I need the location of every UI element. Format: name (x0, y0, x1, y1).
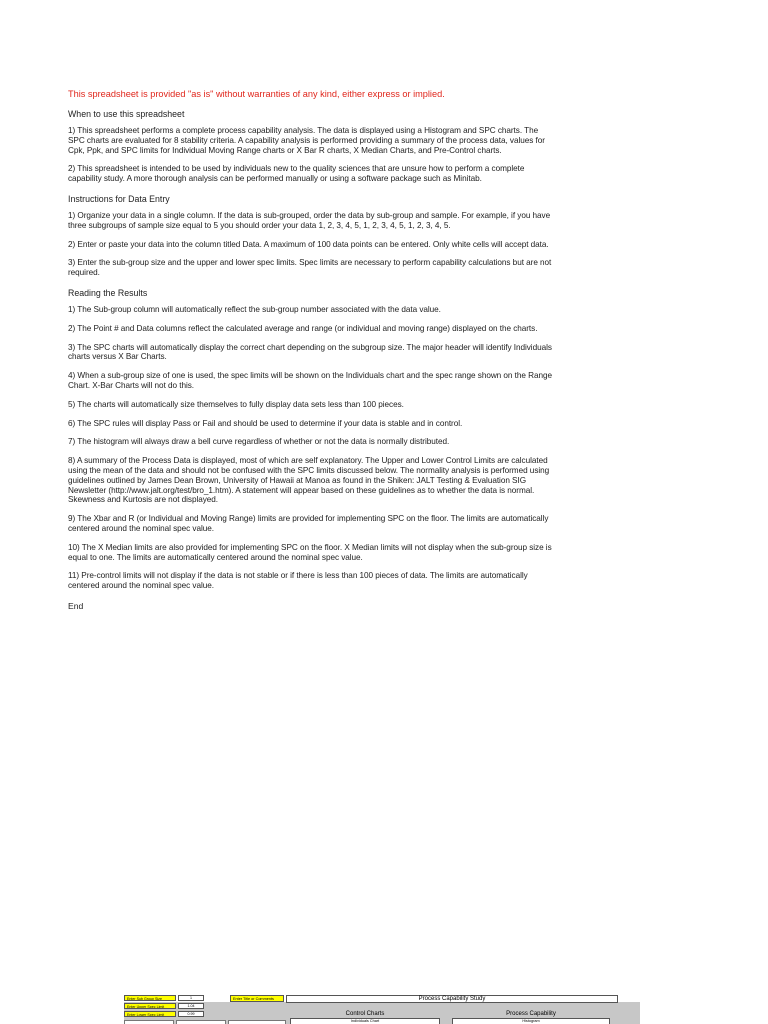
individuals-chart-panel (290, 1018, 440, 1024)
paragraph: 6) The SPC rules will display Pass or Fail and should be used to determine if your data is stable and in control. (68, 418, 463, 428)
section-reading-results (68, 287, 554, 591)
paragraph: 2) Enter or paste your data into the column titled Data. A maximum of 100 data points can be entered. Only white cells will accept data. (68, 239, 549, 249)
paragraph: 2) This spreadsheet is intended to be used by individuals new to the quality sciences that are unsure how to perform a complete capability study. A more thorough analysis can be performed manually or using a software package such as Minitab. (68, 164, 525, 184)
lower-spec-input[interactable]: 0.99 (178, 1011, 204, 1017)
histogram-title: Histogram (522, 1019, 540, 1023)
paragraph: 1) The Sub-group column will automatically reflect the sub-group number associated with the data value. (68, 304, 441, 314)
data-cell[interactable] (228, 1020, 286, 1024)
paragraph: 7) The histogram will always draw a bell curve regardless of whether or not the data is normally distributed. (68, 437, 450, 447)
paragraph: 1) Organize your data in a single column. If the data is sub-grouped, order the data by sub-group and sample. For example, if you have three subgroups of sample size equal to 5 you should order your data 1, 2, 3, 4, 5, 1, 2, 3, 4, 5, 1, 2, 3, 4, 5. (68, 210, 551, 230)
subgroup-size-input[interactable]: 1 (178, 995, 204, 1001)
paragraph: 1) This spreadsheet performs a complete process capability analysis. The data is displayed using a Histogram and SPC charts. The SPC charts are evaluated for 8 stability criteria. A capability analysis is performed providing a summary of the process data, values for Cpk, Ppk, and SPC limits for Individual Moving Range charts or X Bar R charts, X Median Charts, and Pre-Control charts. (68, 126, 545, 155)
data-cell[interactable] (176, 1020, 226, 1024)
individuals-chart-title: Individuals Chart (350, 1019, 380, 1023)
section-heading: Instructions for Data Entry (68, 193, 170, 204)
paragraph: 5) The charts will automatically size themselves to fully display data sets less than 100 pieces. (68, 399, 404, 409)
end-text: End (68, 600, 84, 611)
section-heading: Reading the Results (68, 287, 148, 298)
upper-spec-label: Enter Upper Spec Limit (124, 1003, 176, 1009)
title-comments-label: Enter Title or Comments (230, 995, 284, 1002)
paragraph: 3) The SPC charts will automatically display the correct chart depending on the subgroup size. The major header will identify Individuals charts versus X Bar Charts. (68, 342, 552, 362)
histogram-panel (452, 1018, 610, 1024)
data-cell[interactable] (124, 1020, 174, 1024)
paragraph: 8) A summary of the Process Data is displayed, most of which are self explanatory. The Upper and Lower Control Limits are calculated using the mean of the data and should not be confused with the SPC limits discussed below. The normality analysis is performed using guidelines outlined by James Dean Brown, University of Hawaii at Manoa as found in the Shiken: JALT Testing & Evaluation SIG Newsletter (http://www.jalt.org/test/bro_1.htm). A statement will appear based on these guidelines as to whether the data is normal. Skewness and Kurtosis are not displayed. (68, 456, 550, 505)
paragraph: 3) Enter the sub-group size and the upper and lower spec limits. Spec limits are necessary to perform capability calculations but are not required. (68, 258, 552, 278)
control-charts-heading: Control Charts (345, 1011, 385, 1017)
disclaimer-text: This spreadsheet is provided "as is" without warranties of any kind, either express or implied. (68, 89, 445, 99)
paragraph: 4) When a sub-group size of one is used, the spec limits will be shown on the Individuals chart and the spec range shown on the Range Chart. X-Bar Charts will not do this. (68, 371, 552, 390)
study-title-input[interactable]: Process Capability Study (286, 995, 618, 1003)
process-capability-heading: Process Capability (506, 1011, 556, 1017)
section-data-entry (68, 193, 554, 278)
subgroup-size-label: Enter Sub Group Size (124, 995, 176, 1001)
paragraph: 10) The X Median limits are also provided for implementing SPC on the floor. X Median limits will not display when the sub-group size is equal to one. The limits are automatically centered around the nominal spec value. (68, 542, 552, 562)
paragraph: 9) The Xbar and R (or Individual and Moving Range) limits are provided for implementing SPC on the floor. The limits are automatically centered around the nominal spec value. (68, 514, 549, 533)
paragraph: 2) The Point # and Data columns reflect the calculated average and range (or individual and moving range) displayed on the charts. (68, 323, 538, 333)
section-when-to-use (68, 108, 554, 184)
lower-spec-label: Enter Lower Spec Limit (124, 1011, 176, 1017)
section-heading: When to use this spreadsheet (68, 109, 185, 119)
upper-spec-input[interactable]: 1.04 (178, 1003, 204, 1009)
instructions-document (68, 88, 554, 621)
paragraph: 11) Pre-control limits will not display if the data is not stable or if there is less than 100 pieces of data. The limits are automatically centered around the nominal spec value. (68, 571, 528, 591)
